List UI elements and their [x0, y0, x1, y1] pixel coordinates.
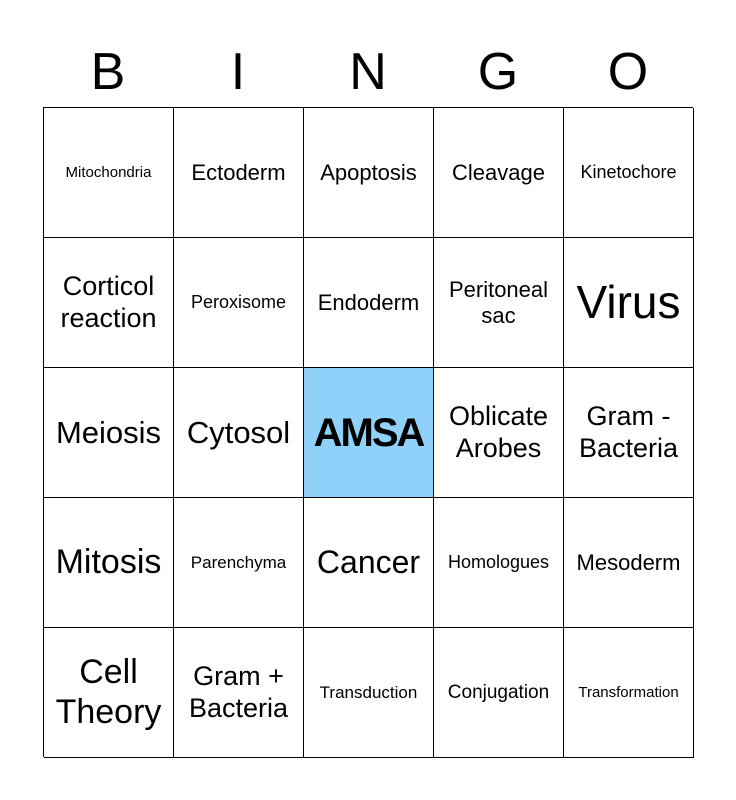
- bingo-cell[interactable]: Ectoderm: [174, 108, 304, 238]
- bingo-cell[interactable]: Mesoderm: [564, 498, 694, 628]
- bingo-cell[interactable]: Gram - Bacteria: [564, 368, 694, 498]
- bingo-cell[interactable]: Mitochondria: [44, 108, 174, 238]
- bingo-cell[interactable]: Mitosis: [44, 498, 174, 628]
- bingo-cell[interactable]: Cytosol: [174, 368, 304, 498]
- free-space[interactable]: AMSA: [304, 368, 434, 498]
- bingo-cell[interactable]: Peritoneal sac: [434, 238, 564, 368]
- bingo-header: [43, 38, 693, 106]
- bingo-cell[interactable]: Virus: [564, 238, 694, 368]
- bingo-cell[interactable]: Gram + Bacteria: [174, 628, 304, 758]
- bingo-cell[interactable]: Peroxisome: [174, 238, 304, 368]
- header-letter-b: B: [90, 43, 126, 101]
- header-letter-o: O: [607, 43, 649, 101]
- bingo-cell[interactable]: Transformation: [564, 628, 694, 758]
- header-letter-i: I: [230, 43, 246, 101]
- bingo-cell[interactable]: Cancer: [304, 498, 434, 628]
- bingo-cell[interactable]: Apoptosis: [304, 108, 434, 238]
- bingo-cell[interactable]: Corticol reaction: [44, 238, 174, 368]
- header-letter-g: G: [477, 43, 519, 101]
- bingo-cell[interactable]: Kinetochore: [564, 108, 694, 238]
- bingo-cell[interactable]: Cleavage: [434, 108, 564, 238]
- bingo-board: [43, 107, 693, 757]
- bingo-cell[interactable]: Oblicate Arobes: [434, 368, 564, 498]
- bingo-cell[interactable]: Endoderm: [304, 238, 434, 368]
- bingo-cell[interactable]: Meiosis: [44, 368, 174, 498]
- bingo-cell[interactable]: Parenchyma: [174, 498, 304, 628]
- bingo-cell[interactable]: Cell Theory: [44, 628, 174, 758]
- bingo-cell[interactable]: Homologues: [434, 498, 564, 628]
- header-letter-n: N: [349, 43, 387, 101]
- bingo-cell[interactable]: Conjugation: [434, 628, 564, 758]
- bingo-cell[interactable]: Transduction: [304, 628, 434, 758]
